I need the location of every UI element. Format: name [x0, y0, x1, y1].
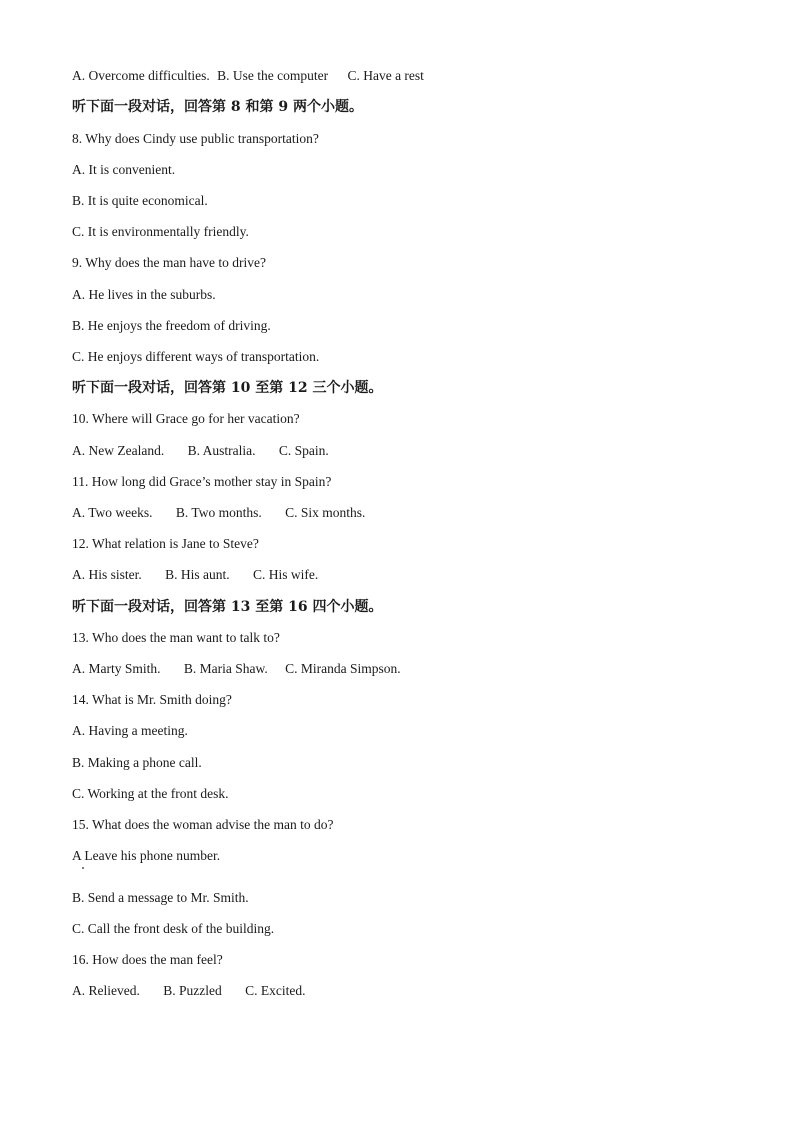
options-row-q12 [72, 566, 318, 584]
option-c: C. It is environmentally friendly. [72, 224, 249, 239]
option-b: B. He enjoys the freedom of driving. [72, 318, 271, 333]
option-a: A. Two weeks. [72, 505, 153, 520]
option-a: A Leave his phone number. [72, 848, 221, 863]
question-10: 10. Where will Grace go for her vacation? [72, 411, 300, 426]
option-a: A. Overcome difficulties. [72, 68, 210, 83]
option-b: B. Making a phone call. [72, 755, 202, 770]
option-c: C. Spain. [278, 443, 329, 458]
option-a: A. Having a meeting. [72, 723, 188, 738]
options-row-q10 [72, 442, 329, 460]
option-b: B. Australia. [187, 443, 256, 458]
option-b: B. His aunt. [165, 567, 230, 582]
option-b: B. Puzzled [163, 983, 222, 998]
options-row-q11 [72, 504, 365, 522]
options-row-q16 [72, 982, 305, 1000]
option-c: C. He enjoys different ways of transportation. [72, 349, 320, 364]
question-8: 8. Why does Cindy use public transportation? [72, 131, 319, 146]
question-11: 11. How long did Grace’s mother stay in Spain? [72, 474, 332, 489]
option-a: A. Marty Smith. [72, 661, 161, 676]
option-a: A. It is convenient. [72, 162, 176, 177]
section-heading: 听下面一段对话，回答第 13 至第 16 四个小题。 [72, 599, 383, 615]
question-16: 16. How does the man feel? [72, 952, 223, 967]
option-b: B. Use the computer [217, 68, 329, 83]
option-a: A. He lives in the suburbs. [72, 287, 216, 302]
option-b: B. Two months. [175, 505, 262, 520]
option-c: C. Miranda Simpson. [285, 661, 401, 676]
question-12: 12. What relation is Jane to Steve? [72, 536, 259, 551]
question-15: 15. What does the woman advise the man to do? [72, 817, 334, 832]
option-a: A. His sister. [72, 567, 142, 582]
option-b: B. Send a message to Mr. Smith. [72, 890, 249, 905]
option-a: A. New Zealand. [72, 443, 165, 458]
option-b: B. It is quite economical. [72, 193, 208, 208]
option-a: A. Relieved. [72, 983, 140, 998]
section-heading: 听下面一段对话，回答第 8 和第 9 两个小题。 [72, 99, 363, 115]
option-c: C. Excited. [245, 983, 306, 998]
option-c: C. Working at the front desk. [72, 786, 229, 801]
option-c: C. Have a rest [347, 68, 424, 83]
option-c: C. Call the front desk of the building. [72, 921, 275, 936]
options-row-q7 [72, 67, 424, 85]
question-9: 9. Why does the man have to drive? [72, 255, 266, 270]
option-c: C. His wife. [253, 567, 319, 582]
stray-dot-mark [82, 867, 84, 869]
question-14: 14. What is Mr. Smith doing? [72, 692, 232, 707]
option-c: C. Six months. [285, 505, 366, 520]
options-row-q13 [72, 660, 401, 678]
option-b: B. Maria Shaw. [183, 661, 268, 676]
section-heading: 听下面一段对话，回答第 10 至第 12 三个小题。 [72, 380, 383, 396]
question-13: 13. Who does the man want to talk to? [72, 630, 280, 645]
